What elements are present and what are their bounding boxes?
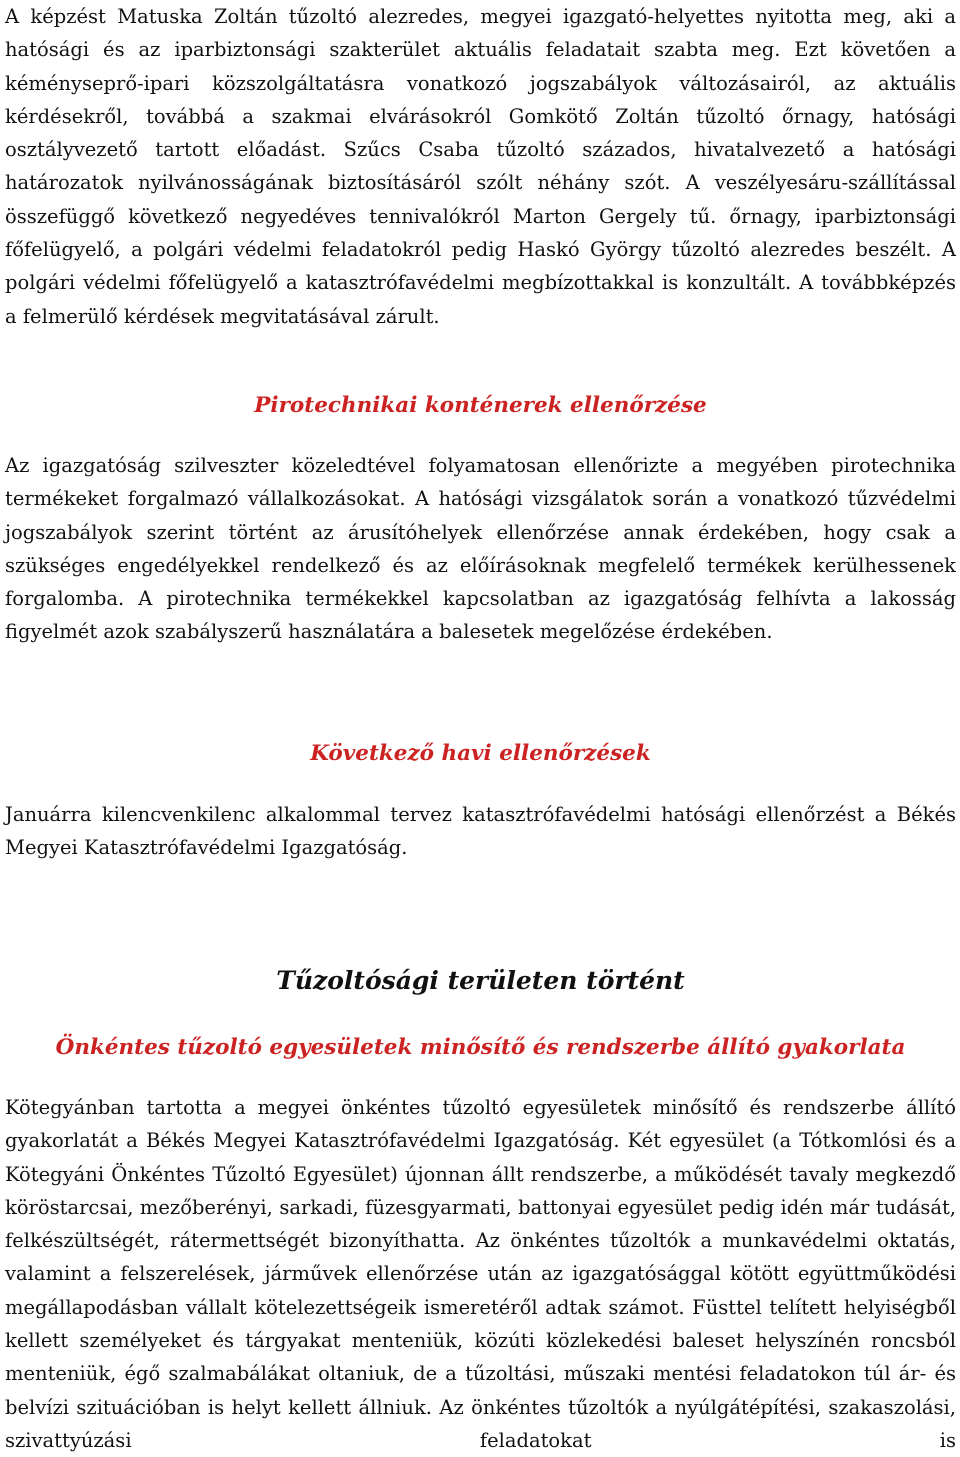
sub-title-volunteer-exercise: Önkéntes tűzoltó egyesületek minősítő és rendszerbe állító gyakorlata: [55, 1035, 906, 1060]
paragraph-training-summary: A képzést Matuska Zoltán tűzoltó alezredes, megyei igazgató-helyettes nyitotta meg, aki a hatósági és az iparbiztonsági szakterület aktuális feladatait szabta meg. Ezt követően a kéményseprő-ipari közszolgáltatásra vonatkozó jogszabályok változásairól, az aktuális kérdésekről, továbbá a szakmai elvárásokról Gomkötő Zoltán tűzoltó őrnagy, hatósági osztályvezető tartott előadást. Szűcs Csaba tűzoltó százados, hivatalvezető a hatósági határozatok nyilvánosságának biztosításáról szólt néhány szót. A veszélyesáru-szállítással összefüggő következő negyedéves tennivalókról Marton Gergely tű. őrnagy, iparbiztonsági főfelügyelő, a polgári védelmi feladatokról pedig Haskó György tűzoltó alezredes beszélt. A polgári védelmi főfelügyelő a katasztrófavédelmi megbízottakkal is konzultált. A továbbképzés a felmerülő kérdések megvitatásával zárult.: [5, 5, 956, 328]
paragraph-next-month: Januárra kilencvenkilenc alkalommal tervez katasztrófavédelmi hatósági ellenőrzést a Békés Megyei Katasztrófavédelmi Igazgatóság.: [5, 803, 956, 860]
section-title-next-month: Következő havi ellenőrzések: [310, 741, 651, 766]
paragraph-volunteer-exercise: Kötegyánban tartotta a megyei önkéntes tűzoltó egyesületek minősítő és rendszerbe állító gyakorlatát a Békés Megyei Katasztrófavédelmi Igazgatóság. Két egyesület (a Tótkomlósi és a Kötegyáni Önkéntes Tűzoltó Egyesület) újonnan állt rendszerbe, a működését tavaly megkezdő köröstarcsai, mezőberényi, sarkadi, füzesgyarmati, battonyai egyesület pedig idén már tudását, felkészültségét, rátermettségét bizonyíthatta. Az önkéntes tűzoltók a munkavédelmi oktatás, valamint a felszerelések, járművek ellenőrzése után az igazgatósággal kötött együttműködési megállapodásban vállalt kötelezettségeik ismeretéről adtak számot. Füsttel telített helyiségből kellett személyeket és tárgyakat menteniük, közúti közlekedési baleset helyszínén roncsból menteniük, égő szalmabálákat oltaniuk, de a tűzoltási, műszaki mentési feladatokon túl ár- és belvízi szituációban is helyt kellett állniuk. Az önkéntes tűzoltók a nyúlgátépítési, szakaszolási, szivattyúzási feladatokat is: [5, 1096, 956, 1452]
section-title-pyrotechnics: Pirotechnikai konténerek ellenőrzése: [254, 393, 707, 418]
paragraph-pyrotechnics: Az igazgatóság szilveszter közeledtével folyamatosan ellenőrizte a megyében pirotechnika termékeket forgalmazó vállalkozásokat. A hatósági vizsgálatok során a vonatkozó tűzvédelmi jogszabályok szerint történt az árusítóhelyek ellenőrzése annak érdekében, hogy csak a szükséges engedélyekkel rendelkező és az előírásoknak megfelelő termékek kerülhessenek forgalomba. A pirotechnika termékekkel kapcsolatban az igazgatóság felhívta a lakosság figyelmét azok szabályszerű használatára a balesetek megelőzése érdekében.: [5, 454, 956, 644]
main-title-fire-service: Tűzoltósági területen történt: [276, 966, 685, 995]
